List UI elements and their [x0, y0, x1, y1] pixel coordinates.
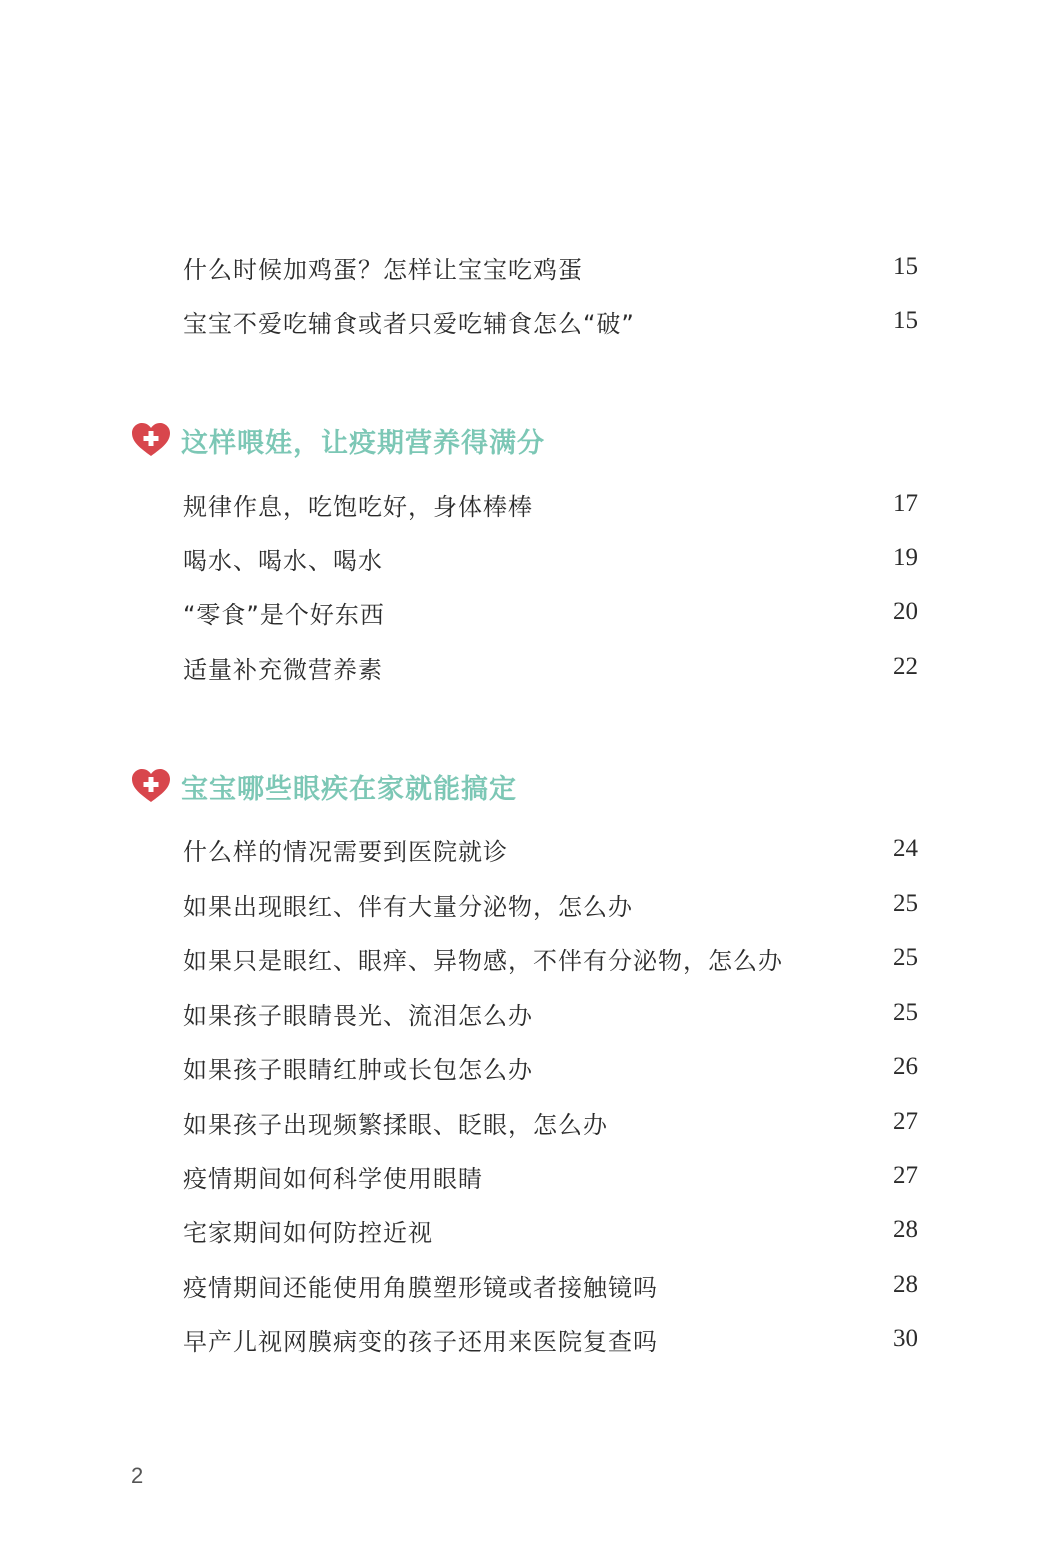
section-heading — [130, 764, 517, 808]
toc-entry-page: 17 — [893, 490, 918, 517]
toc-entry[interactable] — [183, 1210, 918, 1250]
toc-entry[interactable] — [183, 592, 918, 632]
toc-entry[interactable] — [183, 301, 918, 341]
heart-cross-icon — [130, 422, 172, 458]
toc-entry[interactable] — [183, 1047, 918, 1087]
toc-entry-page: 27 — [893, 1108, 918, 1135]
toc-entry-title: 如果孩子出现频繁揉眼、眨眼，怎么办 — [183, 1110, 608, 1139]
toc-entry-page: 24 — [893, 835, 918, 862]
toc-entry[interactable] — [183, 484, 918, 524]
toc-entry-title: 如果孩子眼睛红肿或长包怎么办 — [183, 1055, 533, 1084]
toc-entry[interactable] — [183, 1265, 918, 1305]
toc-entry-title: 宅家期间如何防控近视 — [183, 1218, 433, 1247]
toc-entry-page: 15 — [893, 253, 918, 280]
toc-entry-title: 疫情期间还能使用角膜塑形镜或者接触镜吗 — [183, 1273, 658, 1302]
toc-entry-page: 26 — [893, 1053, 918, 1080]
section-title: 宝宝哪些眼疾在家就能搞定 — [181, 773, 517, 805]
toc-entry-title: 什么时候加鸡蛋？怎样让宝宝吃鸡蛋 — [183, 255, 583, 284]
toc-entry[interactable] — [183, 647, 918, 687]
toc-entry-title: 宝宝不爱吃辅食或者只爱吃辅食怎么“破” — [183, 309, 635, 338]
toc-entry-title: 规律作息，吃饱吃好，身体棒棒 — [183, 492, 533, 521]
toc-entry-page: 28 — [893, 1216, 918, 1243]
toc-entry-page: 19 — [893, 544, 918, 571]
page-number: 2 — [131, 1463, 144, 1488]
toc-entry-page: 28 — [893, 1271, 918, 1298]
toc-entry[interactable] — [183, 993, 918, 1033]
toc-entry-page: 15 — [893, 307, 918, 334]
toc-entry[interactable] — [183, 1319, 918, 1359]
toc-entry[interactable] — [183, 938, 918, 978]
toc-entry[interactable] — [183, 538, 918, 578]
toc-entry-title: 喝水、喝水、喝水 — [183, 546, 383, 575]
toc-entry-page: 30 — [893, 1325, 918, 1352]
section-heading — [130, 418, 545, 462]
toc-entry-title: 早产儿视网膜病变的孩子还用来医院复查吗 — [183, 1327, 658, 1356]
toc-entry-title: 什么样的情况需要到医院就诊 — [183, 837, 508, 866]
section-title: 这样喂娃，让疫期营养得满分 — [181, 427, 545, 459]
toc-entry-title: 疫情期间如何科学使用眼睛 — [183, 1164, 483, 1193]
toc-entry-page: 25 — [893, 890, 918, 917]
toc-entry-title: “零食”是个好东西 — [183, 600, 385, 629]
toc-entry-title: 如果出现眼红、伴有大量分泌物，怎么办 — [183, 892, 633, 921]
heart-cross-icon — [130, 768, 172, 804]
toc-entry-page: 20 — [893, 598, 918, 625]
toc-entry-page: 27 — [893, 1162, 918, 1189]
toc-entry[interactable] — [183, 884, 918, 924]
toc-entry-title: 如果只是眼红、眼痒、异物感，不伴有分泌物，怎么办 — [183, 946, 783, 975]
toc-entry[interactable] — [183, 1156, 918, 1196]
toc-entry[interactable] — [183, 829, 918, 869]
toc-entry-page: 22 — [893, 653, 918, 680]
toc-entry-page: 25 — [893, 999, 918, 1026]
toc-entry-title: 如果孩子眼睛畏光、流泪怎么办 — [183, 1001, 533, 1030]
toc-entry[interactable] — [183, 247, 918, 287]
toc-entry-title: 适量补充微营养素 — [183, 655, 383, 684]
toc-entry[interactable] — [183, 1102, 918, 1142]
toc-entry-page: 25 — [893, 944, 918, 971]
